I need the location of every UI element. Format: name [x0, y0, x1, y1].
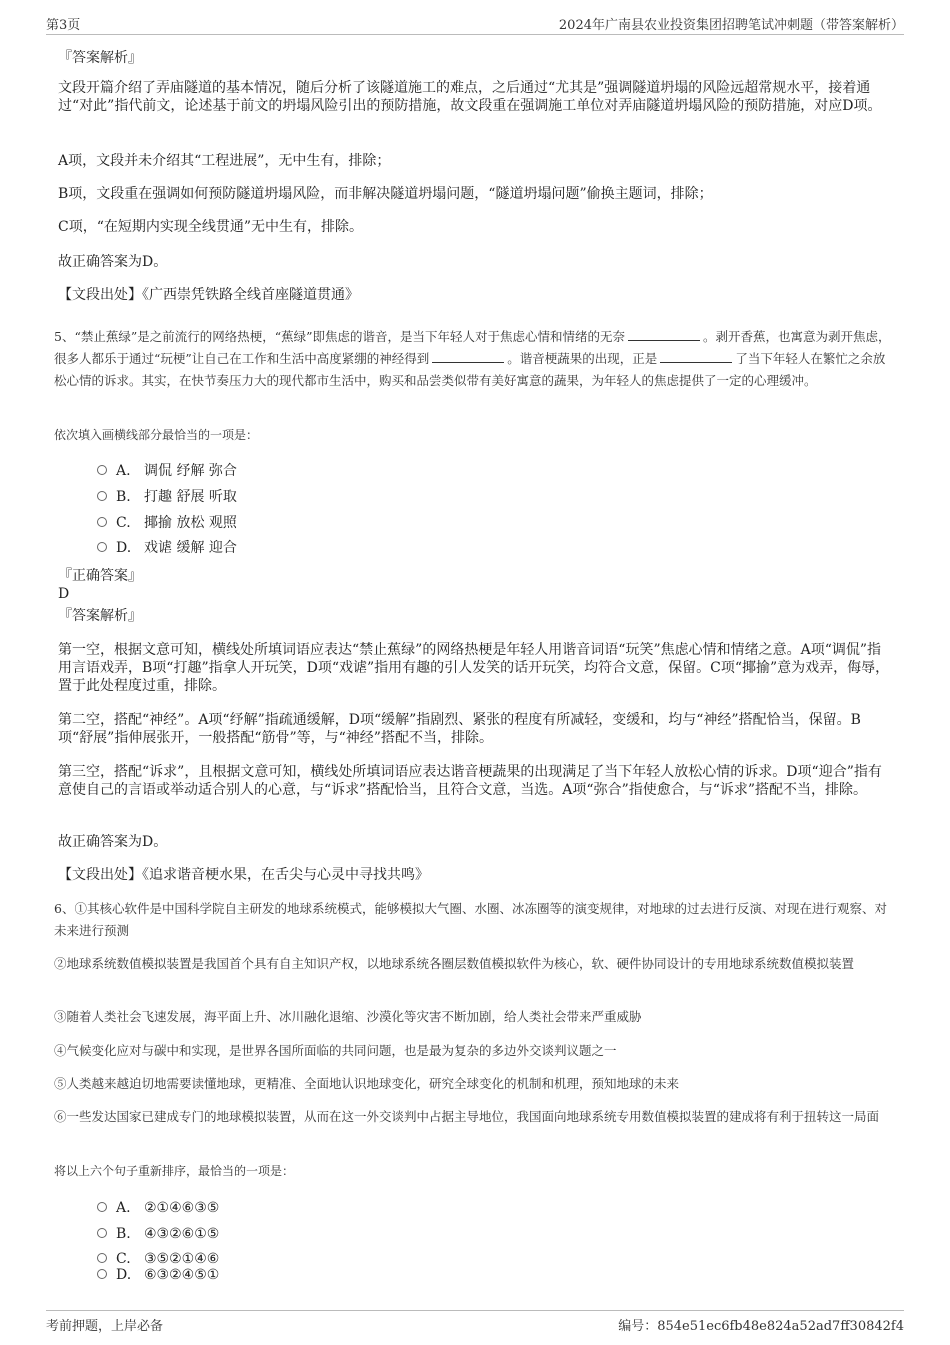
q5-analysis-1: 第一空，根据文意可知，横线处所填词语应表达“禁止蕉绿”的网络热梗是年轻人用谐音词语“玩笑”焦虑心情和情绪之意。A项“调侃”指用言语戏弄，B项“打趣”指拿人开玩笑，D项“戏谑”指用有趣的引人发笑的话开玩笑，均符合文意，保留。C项“揶揄”意为戏弄，侮辱，置于此处程度过重，排除。: [58, 642, 890, 694]
radio-icon[interactable]: [97, 1253, 107, 1263]
radio-icon[interactable]: [97, 517, 107, 527]
q5-conclusion: 故正确答案为D。: [58, 834, 168, 850]
q5-stem: [54, 326, 896, 392]
q6-option-c[interactable]: C. ③⑤②①④⑥: [97, 1250, 219, 1268]
radio-icon[interactable]: [97, 542, 107, 552]
radio-icon[interactable]: [97, 465, 107, 475]
q5-stem-part-2: 。剥开香蕉，也寓意为剥开焦虑，很多人都乐于通过“玩梗”让自己在工作和生活中高度紧绷的神经得到: [54, 329, 891, 366]
q5-stem-part-1: 5、“禁止蕉绿”是之前流行的网络热梗，“蕉绿”即焦虑的谐音，是当下年轻人对于焦虑心情和情绪的无奈: [54, 329, 626, 344]
q6-sentence-4: ④气候变化应对与碳中和实现，是世界各国所面临的共同问题，也是最为复杂的多边外交谈判议题之一: [54, 1043, 617, 1058]
q5-analysis-label: 『答案解析』: [58, 608, 142, 624]
q6-option-d[interactable]: D. ⑥③②④⑤①: [97, 1266, 219, 1284]
q5-analysis-3: 第三空，搭配“诉求”，且根据文意可知，横线处所填词语应表达谐音梗蔬果的出现满足了当下年轻人放松心情的诉求。D项“迎合”指有意使自己的言语或举动适合别人的心意，与“诉求”搭配恰当，且符合文意，当选。A项“弥合”指使愈合，与“诉求”搭配不当，排除。: [58, 764, 882, 798]
fill-blank-3: [660, 352, 732, 363]
q5-analysis-2: 第二空，搭配“神经”。A项“纾解”指疏通缓解，D项“缓解”指剧烈、紧张的程度有所减轻，变缓和，均与“神经”搭配恰当，保留。B项“舒展”指伸展张开，一般搭配“筋骨”等，与“神经”搭配不当，排除。: [58, 712, 861, 746]
q5-option-d[interactable]: D. 戏谑 缓解 迎合: [97, 539, 237, 557]
q4-conclusion: 故正确答案为D。: [58, 254, 168, 270]
q6-sentence-5: ⑤人类越来越迫切地需要读懂地球，更精准、全面地认识地球变化，研究全球变化的机制和机理，预知地球的未来: [54, 1076, 680, 1091]
q6-option-a[interactable]: A. ②①④⑥③⑤: [97, 1199, 219, 1217]
page-header: [46, 12, 904, 35]
q5-option-a[interactable]: A. 调侃 纾解 弥合: [97, 462, 237, 480]
q6-sentence-1: 6、①其核心软件是中国科学院自主研发的地球系统模式，能够模拟大气圈、水圈、冰冻圈等的演变规律，对地球的过去进行反演、对现在进行观察、对未来进行预测: [54, 901, 887, 938]
q5-option-b[interactable]: B. 打趣 舒展 听取: [97, 488, 237, 506]
fill-blank-2: [432, 352, 504, 363]
radio-icon[interactable]: [97, 1202, 107, 1212]
fill-blank-1: [628, 330, 700, 341]
q4-option-b-analysis: B项，文段重在强调如何预防隧道坍塌风险，而非解决隧道坍塌问题，“隧道坍塌问题”偷换主题词，排除；: [58, 186, 713, 202]
q6-sentence-2: ②地球系统数值模拟装置是我国首个具有自主知识产权，以地球系统各圈层数值模拟软件为核心，软、硬件协同设计的专用地球系统数值模拟装置: [54, 956, 855, 971]
q5-stem-part-4: 了当下年轻人在繁忙之余放松心情的诉求。其实，在快节奏压力大的现代都市生活中，购买和品尝类似带有美好寓意的蔬果，为年轻人的焦虑提供了一定的心理缓冲。: [54, 351, 886, 388]
q6-prompt: 将以上六个句子重新排序，最恰当的一项是：: [54, 1164, 295, 1178]
q4-analysis-paragraph: 文段开篇介绍了弄庙隧道的基本情况，随后分析了该隧道施工的难点，之后通过“尤其是”强调隧道坍塌的风险远超常规水平，接着通过“对此”指代前文，论述基于前文的坍塌风险引出的预防措施，故文段重在强调施工单位对弄庙隧道坍塌风险的预防措施，对应D项。: [58, 80, 882, 114]
q4-option-a-analysis: A项，文段并未介绍其“工程进展”，无中生有，排除；: [58, 153, 391, 169]
document-title: 2024年广南县农业投资集团招聘笔试冲刺题（带答案解析）: [558, 18, 904, 33]
q5-prompt: 依次填入画横线部分最恰当的一项是：: [54, 428, 259, 442]
page-footer: [46, 1310, 904, 1335]
q5-source: 【文段出处】《追求谐音梗水果，在舌尖与心灵中寻找共鸣》: [58, 867, 429, 883]
q4-analysis-label: 『答案解析』: [58, 50, 142, 66]
q4-source: 【文段出处】《广西崇凭铁路全线首座隧道贯通》: [58, 287, 359, 303]
footer-serial: 编号：854e51ec6fb48e824a52ad7ff30842f4: [618, 1319, 904, 1334]
q5-answer: D: [58, 586, 70, 602]
radio-icon[interactable]: [97, 1269, 107, 1279]
q4-option-c-analysis: C项，“在短期内实现全线贯通”无中生有，排除。: [58, 219, 364, 235]
footer-slogan: 考前押题，上岸必备: [46, 1319, 164, 1334]
radio-icon[interactable]: [97, 1228, 107, 1238]
q5-correct-label: 『正确答案』: [58, 568, 142, 584]
q6-sentence-3: ③随着人类社会飞速发展，海平面上升、冰川融化退缩、沙漠化等灾害不断加剧，给人类社会带来严重威胁: [54, 1009, 642, 1024]
radio-icon[interactable]: [97, 491, 107, 501]
q6-option-b[interactable]: B. ④③②⑥①⑤: [97, 1225, 219, 1243]
q6-sentence-6: ⑥一些发达国家已建成专门的地球模拟装置，从而在这一外交谈判中占据主导地位，我国面向地球系统专用数值模拟装置的建成将有利于扭转这一局面: [54, 1109, 880, 1124]
page-number: 第3页: [46, 18, 81, 33]
q5-stem-part-3: 。谐音梗蔬果的出现，正是: [507, 351, 658, 366]
q5-option-c[interactable]: C. 揶揄 放松 观照: [97, 514, 237, 532]
